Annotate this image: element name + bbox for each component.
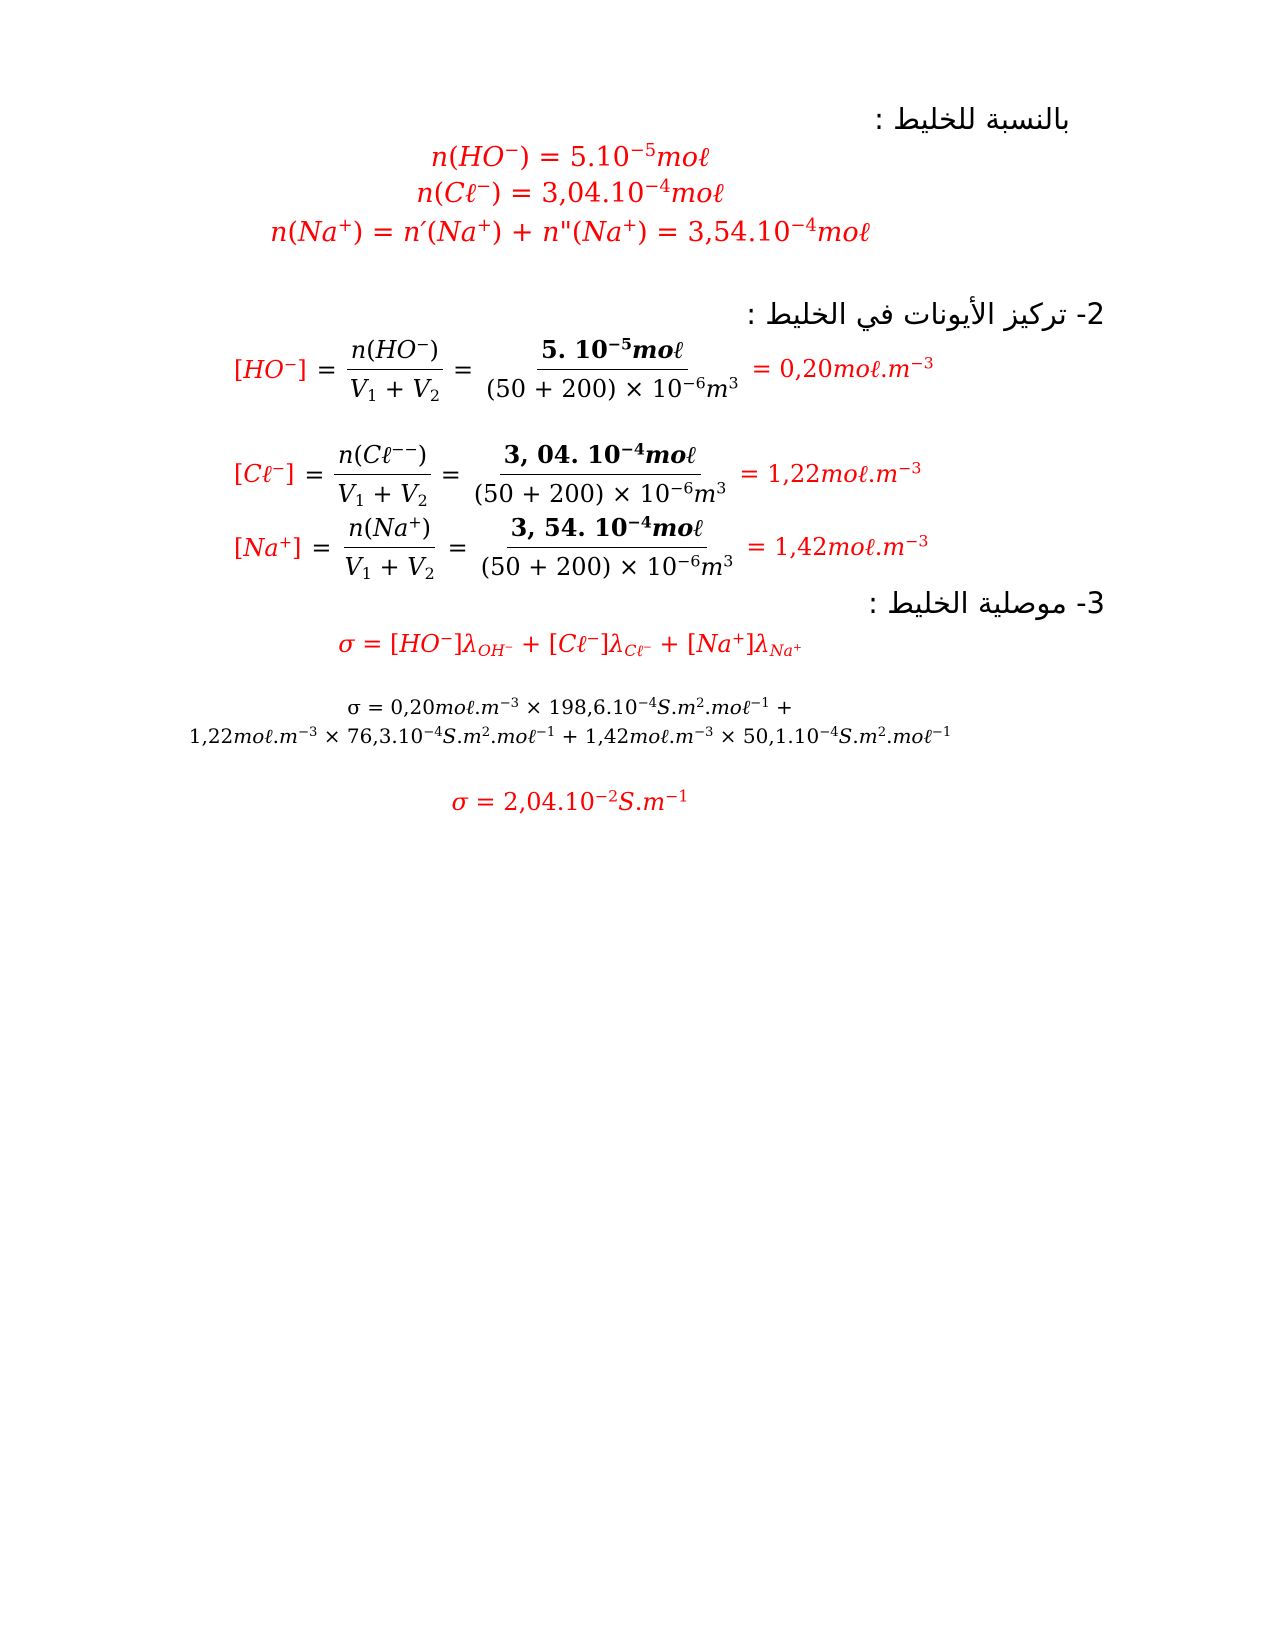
concentration-heading-number: 2 — [1086, 297, 1105, 331]
moles-na-line: n(Na+) = n′(Na+) + n"(Na+) = $3,54.10^{-4}mo\ell$ — [270, 215, 870, 248]
conductivity-heading-number: 3 — [1086, 586, 1105, 620]
mixture-heading — [874, 101, 1070, 137]
concentration-cl-equation: [Cℓ−] = $\frac{n(C\ell^{--})}{V_1 + V_2}$ = $\frac{3, 04. 10^{-4}mo\ell}{(50 + 200) \times 10^{-6}m^3}$ = $1,22mo\ell.m^{-3}$ — [234, 439, 922, 510]
concentration-ho-numerator: 5. 10 — [540, 335, 608, 364]
concentration-ho-result: 0,20 — [779, 355, 833, 383]
conductivity-line1-lambda: 198,6.10 — [548, 695, 638, 719]
mixture-heading-text: بالنسبة للخليط : — [874, 102, 1070, 136]
moles-cl-exponent: −4 — [644, 176, 671, 198]
conductivity-formula: $\sigma = [HO^-]\lambda_{OH^-}$ + $[C\ell^-]\lambda_{C\ell^-} + [Na^+]\lambda_{Na^+}$ — [338, 628, 802, 660]
concentration-ho-equation: [HO−] = $\frac{n(HO^-)}{V_1 + V_2}$ = $\frac{5. 10^{-5}mo\ell}{(50 + 200) \times 10^{-6}m^3}$ = $0,20mo\ell.m^{-3}$ — [234, 334, 934, 405]
concentration-na-denominator: (50 + 200) × 10 — [480, 553, 678, 581]
concentration-ho-numerator-exponent: −5 — [607, 334, 633, 354]
concentration-cl-denominator: (50 + 200) × 10 — [473, 480, 671, 508]
conductivity-line2-cl-lambda: 76,3.10 — [346, 724, 424, 748]
concentration-cl-denominator-exponent: −6 — [670, 478, 694, 498]
concentration-heading — [746, 296, 1105, 332]
concentration-heading-text: - تركيز الأيونات في الخليط : — [746, 297, 1087, 331]
conductivity-calculation-line2: $1,22mo\ell.m^{-3}$ × $76,3.10^{-4}S.m^2.mo\ell^{-1}$ + $1,42mo\ell.m^{-3}$ × $50,1.10^{-4}S.m^2.mo\ell^{-1}$ — [188, 724, 952, 748]
moles-ho-value: 5.10 — [569, 142, 630, 173]
concentration-cl-result: 1,22 — [767, 460, 821, 488]
moles-ho-exponent: −5 — [629, 140, 657, 162]
concentration-ho-denominator-exponent: −6 — [682, 373, 706, 393]
moles-cl-line: n(Cℓ−) = $3,04.10^{-4}mo\ell$ — [416, 176, 724, 209]
moles-cl-value: 3,04.10 — [541, 178, 645, 209]
moles-na-exponent: −4 — [790, 215, 817, 237]
concentration-na-equation: [Na+] = $\frac{n(Na^+)}{V_1 + V_2}$ = $\frac{3, 54. 10^{-4}mo\ell}{(50 + 200) \times 10^{-6}m^3}$ = $1,42mo\ell.m^{-3}$ — [234, 512, 929, 583]
conductivity-result-value: 2,04.10 — [503, 788, 595, 816]
concentration-cl-numerator: 3, 04. 10 — [503, 440, 621, 469]
concentration-ho-denominator: (50 + 200) × 10 — [486, 375, 683, 403]
conductivity-line2-cl-conc: 1,22 — [188, 724, 234, 748]
conductivity-calculation-line1: $\sigma = 0,20mo\ell.m^{-3}$ × $198,6.10^{-4}S.m^2.mo\ell^{-1}$ + — [347, 695, 793, 719]
concentration-na-numerator: 3, 54. 10 — [510, 513, 628, 542]
moles-na-value: 3,54.10 — [687, 217, 791, 248]
concentration-na-denominator-exponent: −6 — [677, 551, 701, 571]
concentration-na-numerator-exponent: −4 — [627, 512, 652, 532]
conductivity-heading — [868, 585, 1105, 621]
conductivity-line2-na-conc: 1,42 — [584, 724, 630, 748]
concentration-cl-numerator-exponent: −4 — [620, 439, 645, 459]
concentration-na-result: 1,42 — [774, 533, 828, 561]
conductivity-result-exponent: −2 — [594, 786, 619, 806]
conductivity-line1-start: σ = 0,20 — [347, 695, 435, 719]
moles-ho-line: $n(HO^-) = 5.10^{-5}mo\ell$ — [430, 140, 710, 173]
conductivity-line2-na-lambda: 50,1.10 — [742, 724, 820, 748]
conductivity-heading-text: - موصلية الخليط : — [868, 586, 1087, 620]
conductivity-result: $\sigma = 2,04.10^{-2}S.m^{-1}$ — [451, 786, 689, 816]
